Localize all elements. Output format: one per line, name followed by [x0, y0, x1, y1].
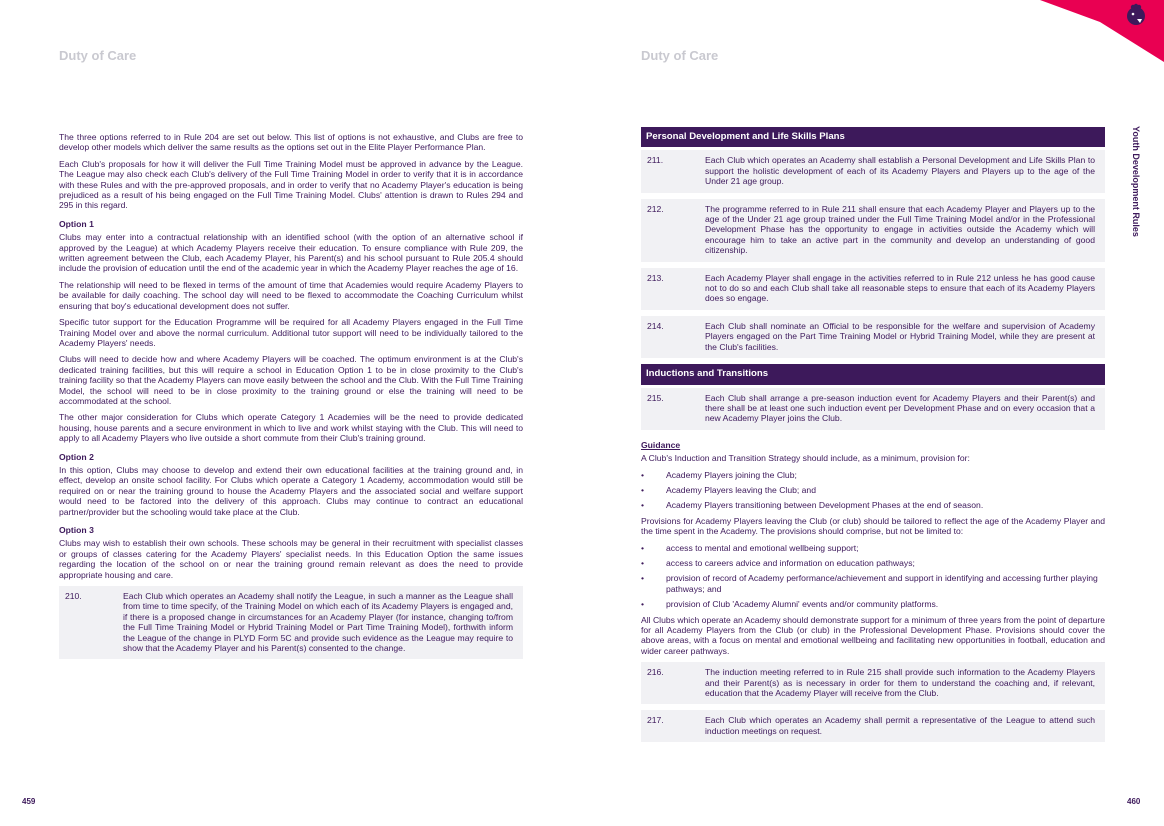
rule-210 — [59, 586, 523, 659]
rule-number: 212. — [647, 203, 664, 214]
intro-paragraph: Each Club's proposals for how it will deliver the Full Time Training Model must be approved in advance by the League. The League may also check each Club's delivery of the Full Time Training Model in order to verify that it is in accordance with these Rules and with the pre-approved proposals, and in order to verify that no Academy Player's education is being prejudiced as a result of his being engaged on the Full Time Training Model. Clubs' attention is drawn to Rules 294 and 295 in this regard. — [59, 158, 523, 211]
list-item: • access to mental and emotional wellbeing support; — [641, 543, 1105, 553]
guidance-paragraph: Provisions for Academy Players leaving the Club (or club) should be tailored to reflect the age of the Academy Player and the time spent in the Academy. The provisions should comprise, but not be limited to: — [641, 515, 1105, 537]
option3-paragraph: Clubs may wish to establish their own schools. These schools may be general in their recruitment with specialist classes or groups of classes catering for the Academy Players' specialist needs. In this Education Option the same issues regarding the location of the school on or near the training ground remain relevant as does the need to provide appropriate housing and care. — [59, 538, 523, 580]
option1-paragraph: Clubs will need to decide how and where Academy Players will be coached. The optimum environment is at the Club's dedicated training facilities, but this will require a school in Education Option 1 to be in close proximity to the Club's training facility so that the Academy Players can move easily between the school and the Club. With the Full Time Training Model, the school will need to be in close proximity to the training ground or else the training will need to be accommodated at the school. — [59, 354, 523, 406]
guidance-list-1 — [641, 470, 1105, 511]
option2-paragraph: In this option, Clubs may choose to develop and extend their own educational facilities at the training ground and, in effect, develop an onsite school facility. For Clubs which operate a Category 1 Academy, accommodation would still be required on or near the training ground to house the Academy Players and the associated social and welfare support would need to be factored into the delivery of this approach. Clubs may continue to contract an educational partner/provider but the schooling would take place at the Club. — [59, 464, 523, 517]
rule-212 — [641, 199, 1105, 262]
guidance-intro: A Club's Induction and Transition Strategy should include, as a minimum, provision for: — [641, 453, 970, 464]
list-item: • access to careers advice and information on education pathways; — [641, 558, 1105, 568]
rule-215 — [641, 388, 1105, 430]
right-page-body — [641, 127, 1105, 748]
intro-paragraph: The three options referred to in Rule 204 are set out below. This list of options is not exhaustive, and Clubs are free to develop other models which deliver the same results as the options set out in the Elite Player Performance Plan. — [59, 132, 523, 153]
option2-heading: Option 2 — [59, 451, 94, 462]
rule-text: The induction meeting referred to in Rule 215 shall provide such information to the Academy Players and their Parent(s) as is necessary in order for them to understand the coaching and, if relevant, education that the Academy Player will receive from the Club. — [705, 667, 1095, 699]
rule-text: Each Academy Player shall engage in the activities referred to in Rule 212 unless he has good cause not to do so and each Club shall take all reasonable steps to ensure that each of its Academy Players does so engage. — [705, 272, 1095, 304]
left-page-body — [59, 132, 523, 665]
rule-text: Each Club which operates an Academy shall notify the League, in such a manner as the League shall from time to time specify, of the Training Model on which each of its Academy Players is engaged and, if there is a proposed change in circumstances for an Academy Player (for instance, changing to/from the Full Time Training Model or Hybrid Training Model or Part Time Training Model), forthwith inform the League of the change in PLYD Form 5C and provide such evidence as the League may require to show that the Academy Player and his Parent(s) consented to the change. — [123, 591, 513, 654]
rule-text: The programme referred to in Rule 211 shall ensure that each Academy Player and Players up to the age of the Under 21 age group trained under the Full Time Training Model and/or in the Professional Development Phase has the opportunity to engage in activities outside the Academy which will encourage him to take an active part in the community and develop an understanding of good citizenship. — [705, 203, 1095, 256]
left-page-title: Duty of Care — [59, 48, 137, 63]
right-page-title: Duty of Care — [641, 48, 719, 63]
corner-banner — [1040, 0, 1164, 62]
rule-number: 211. — [647, 155, 664, 166]
list-item: • provision of record of Academy performance/achievement and support in identifying and accessing further playing pathways; and — [641, 573, 1105, 594]
option1-heading: Option 1 — [59, 218, 94, 229]
rule-number: 217. — [647, 715, 664, 726]
rule-text: Each Club shall nominate an Official to be responsible for the welfare and supervision of Academy Players engaged on the Part Time Training Model or Hybrid Training Model, while they are present at the Club's facilities. — [705, 320, 1095, 352]
option1-paragraph: The other major consideration for Clubs which operate Category 1 Academies will be the need to provide dedicated housing, house parents and a secure environment in which to live and work whilst staying with the Club. This will need to apply to all Academy Players who live outside a short commute from their Club's training ground. — [59, 412, 523, 444]
side-label: Youth Development Rules — [1131, 126, 1141, 237]
list-item: • provision of Club 'Academy Alumni' events and/or community platforms. — [641, 599, 1105, 609]
rule-number: 215. — [647, 392, 664, 403]
guidance-title: Guidance — [641, 439, 681, 450]
option1-paragraph: Clubs may enter into a contractual relationship with an identified school (with the option of an alternative school if approved by the League) at which Academy Players receive their education. To ensure compliance with Rule 209, the written agreement between the Club, each Academy Player, his Parent(s) and his school pursuant to Rule 205.4 should include the provision of education until the end of the academic year in which the Academy Player reaches the age of 16. — [59, 232, 523, 274]
list-item: • Academy Players transitioning between Development Phases at the end of season. — [641, 500, 1105, 510]
rule-number: 213. — [647, 272, 664, 283]
left-page-number: 459 — [22, 797, 36, 806]
option1-paragraph: Specific tutor support for the Education Programme will be required for all Academy Players engaged in the Full Time Training Model over and above the normal curriculum. Additional tutor support will need to be individually tailored to the Academy Players' needs. — [59, 317, 523, 348]
section-header-inductions: Inductions and Transitions — [641, 364, 1105, 384]
guidance-paragraph: All Clubs which operate an Academy should demonstrate support for a minimum of three years from the point of departure for all Academy Players from the Club (or club) in the Professional Development Phase. Provisions should cover the above areas, with a focus on mental and emotional wellbeing and facilitating new opportunities in football, education and wider career pathways. — [641, 614, 1105, 656]
section-header-personal-development: Personal Development and Life Skills Plans — [641, 127, 1105, 147]
option3-heading: Option 3 — [59, 525, 94, 535]
rule-text: Each Club which operates an Academy shall permit a representative of the League to attend such induction meetings on request. — [705, 715, 1095, 736]
rule-211 — [641, 150, 1105, 192]
guidance-list-2 — [641, 543, 1105, 610]
rule-number: 216. — [647, 667, 664, 678]
rule-number: 214. — [647, 320, 664, 331]
rule-213 — [641, 268, 1105, 310]
list-item: • Academy Players joining the Club; — [641, 470, 1105, 480]
rule-216 — [641, 662, 1105, 704]
rule-text: Each Club which operates an Academy shall establish a Personal Development and Life Skills Plan to support the holistic development of each of its Academy Players and Players up to the age of the Under 21 age group. — [705, 155, 1095, 187]
rule-text: Each Club shall arrange a pre-season induction event for Academy Players and their Parent(s) and there shall be at least one such induction event per Development Phase and on every occasion that a new Academy Player joins the Club. — [705, 392, 1095, 424]
rule-number: 210. — [65, 591, 82, 602]
list-item: • Academy Players leaving the Club; and — [641, 485, 1105, 495]
option1-paragraph: The relationship will need to be flexed in terms of the amount of time that Academies would require Academy Players to be available for daily coaching. The school day will need to be flexed to accommodate the Coaching Curriculum whilst ensuring that boy's educational development does not suffer. — [59, 279, 523, 311]
rule-217 — [641, 710, 1105, 742]
right-page-number: 460 — [1127, 797, 1141, 806]
rule-214 — [641, 316, 1105, 358]
